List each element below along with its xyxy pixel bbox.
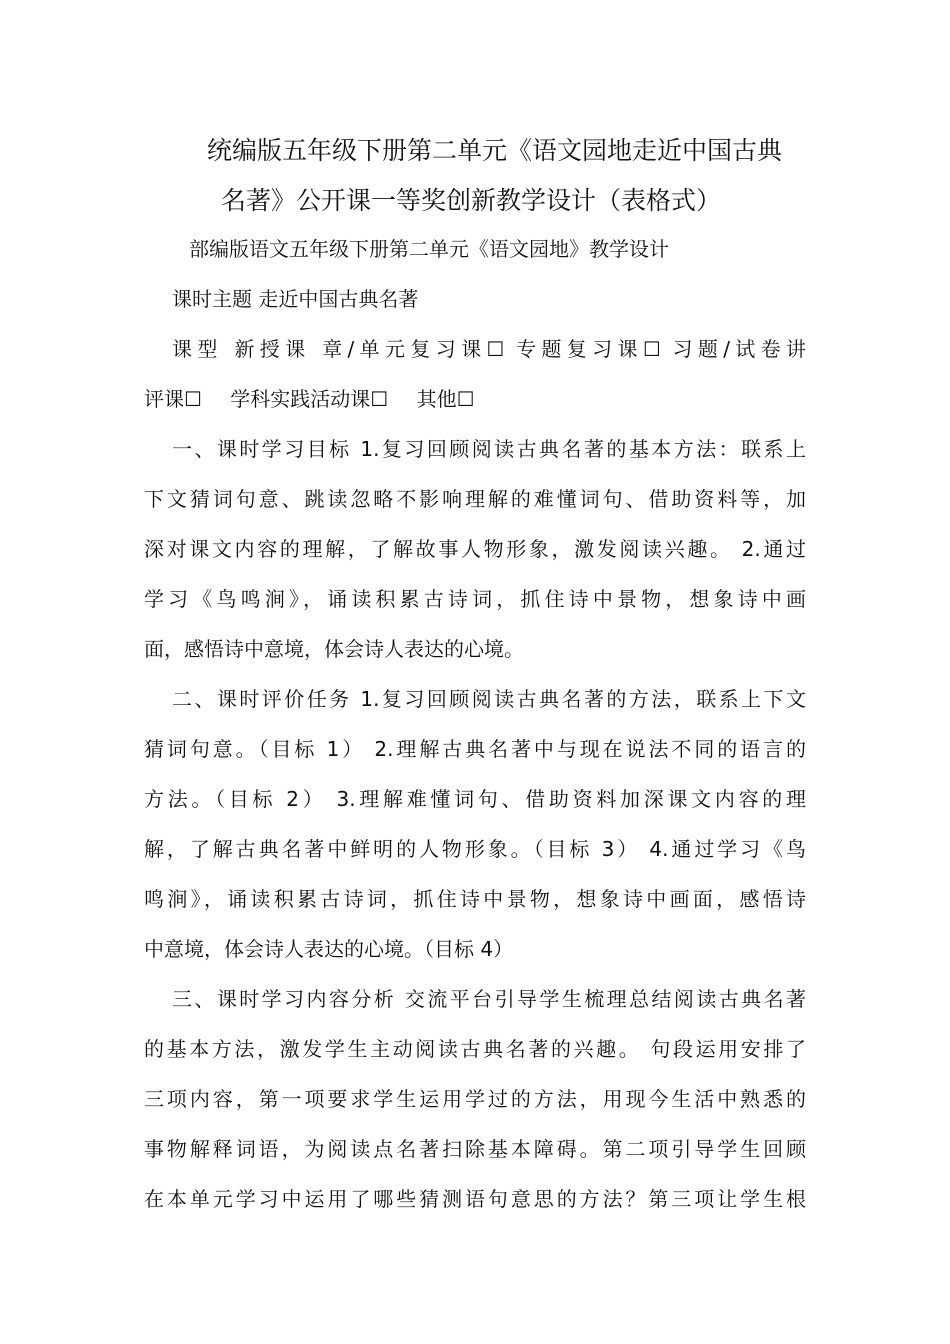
lesson-type-line-2: 评课☐ 学科实践活动课☐ 其他☐	[144, 387, 475, 411]
section3-line: 三项内容，第一项要求学生运用学过的方法，用现今生活中熟悉的	[144, 1087, 806, 1111]
section1-line: 学习《鸟鸣涧》，诵读积累古诗词，抓住诗中景物，想象诗中画	[144, 587, 806, 611]
doc-title-line-2: 名著》公开课一等奖创新教学设计（表格式）	[221, 186, 722, 215]
topic-line: 课时主题 走近中国古典名著	[172, 287, 419, 311]
section2-line: 方法。（目标 2） 3.理解难懂词句、借助资料加深课文内容的理	[144, 787, 806, 811]
section2-line: 鸣涧》，诵读积累古诗词，抓住诗中景物，想象诗中画面，感悟诗	[144, 887, 806, 911]
section1-line: 下文猜词句意、跳读忽略不影响理解的难懂词句、借助资料等，加	[144, 487, 806, 511]
section1-line: 一、课时学习目标 1.复习回顾阅读古典名著的基本方法：联系上	[172, 437, 806, 461]
section3-line: 的基本方法，激发学生主动阅读古典名著的兴趣。 句段运用安排了	[144, 1037, 806, 1061]
section2-line: 猜词句意。（目标 1） 2.理解古典名著中与现在说法不同的语言的	[144, 737, 806, 761]
doc-subtitle: 部编版语文五年级下册第二单元《语文园地》教学设计	[189, 237, 669, 261]
section3-line: 在本单元学习中运用了哪些猜测语句意思的方法？第三项让学生根	[144, 1187, 806, 1211]
section1-line: 面，感悟诗中意境，体会诗人表达的心境。	[144, 637, 524, 661]
section3-line: 事物解释词语，为阅读点名著扫除基本障碍。第二项引导学生回顾	[144, 1137, 806, 1161]
section3-line: 三、课时学习内容分析 交流平台引导学生梳理总结阅读古典名著	[172, 987, 806, 1011]
section2-line: 二、课时评价任务 1.复习回顾阅读古典名著的方法，联系上下文	[172, 687, 806, 711]
section2-line: 解，了解古典名著中鲜明的人物形象。（目标 3） 4.通过学习《鸟	[144, 837, 806, 861]
section2-line: 中意境，体会诗人表达的心境。（目标 4）	[144, 937, 514, 961]
section1-line: 深对课文内容的理解，了解故事人物形象，激发阅读兴趣。 2.通过	[144, 537, 806, 561]
lesson-type-line-1: 课型 新授课 章/单元复习课☐ 专题复习课☐ 习题/试卷讲	[172, 337, 806, 361]
doc-title-line-1: 统编版五年级下册第二单元《语文园地走近中国古典	[207, 136, 783, 165]
